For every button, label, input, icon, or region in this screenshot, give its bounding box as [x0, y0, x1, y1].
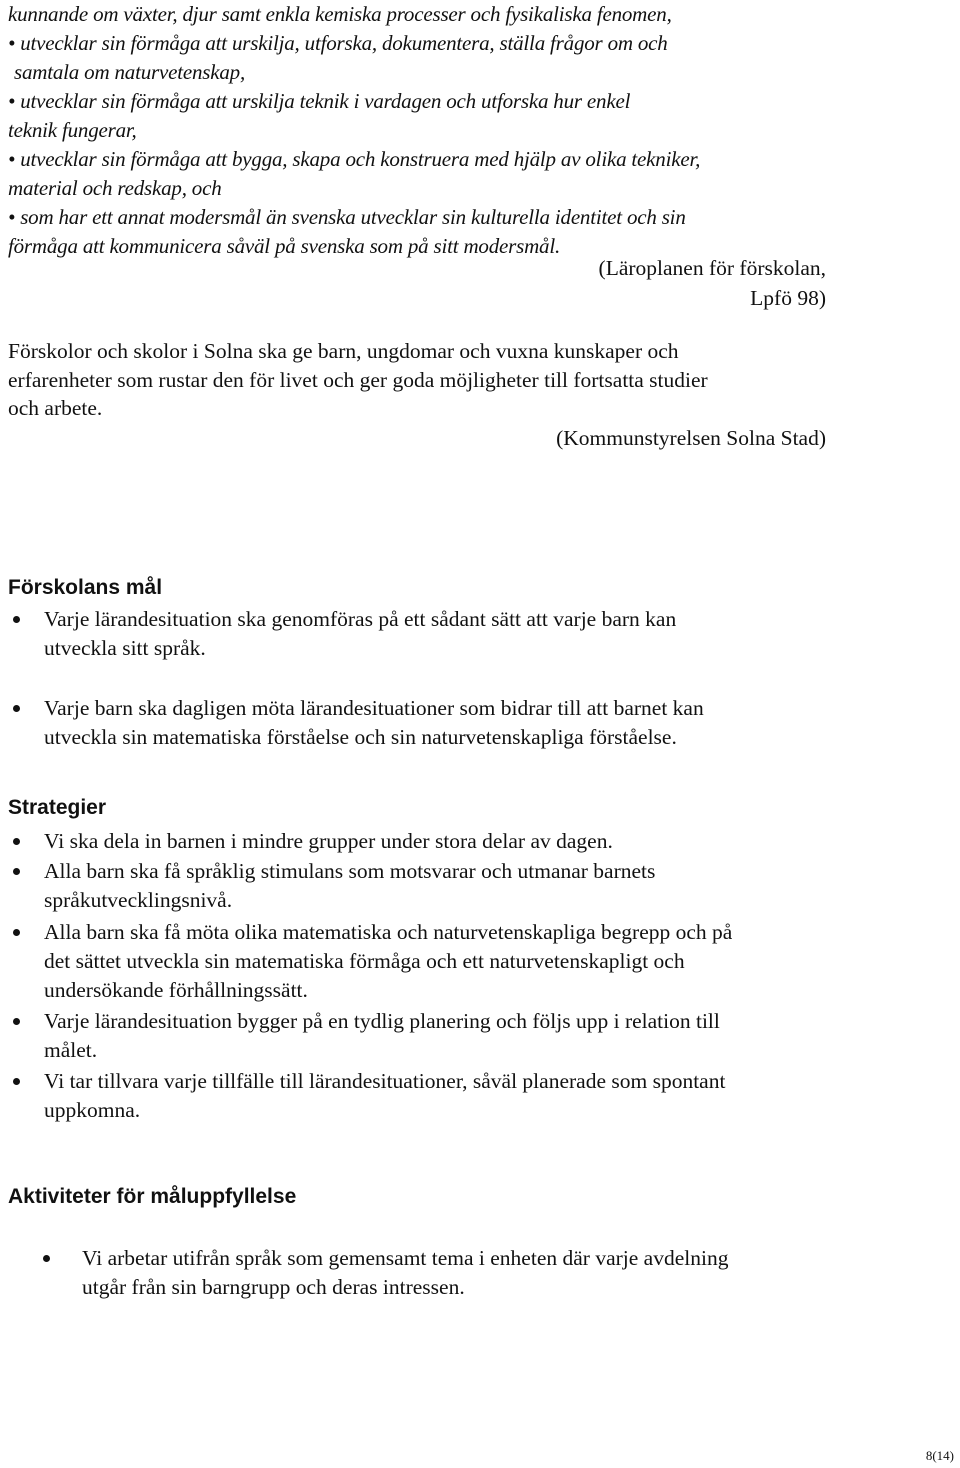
- list-item-line: Varje barn ska dagligen möta lärandesituationer som bidrar till att barnet kan: [44, 696, 704, 720]
- strategies-heading: Strategier: [8, 796, 107, 819]
- list-item-line: Vi arbetar utifrån språk som gemensamt tema i enheten där varje avdelning: [82, 1246, 729, 1270]
- list-item-line: utveckla sin matematiska förståelse och sin naturvetenskapliga förståelse.: [44, 725, 677, 749]
- paragraph-line: erfarenheter som rustar den för livet och ger goda möjligheter till fortsatta studier: [8, 368, 708, 392]
- list-item-line: Vi tar tillvara varje tillfälle till lärandesituationer, såväl planerade som spontant: [44, 1069, 726, 1093]
- intro-line: • som har ett annat modersmål än svenska utvecklar sin kulturella identitet och sin: [8, 205, 686, 229]
- bullet-icon: [13, 705, 20, 712]
- bullet-icon: [13, 1078, 20, 1085]
- bullet-icon: [13, 868, 20, 875]
- citation-kommunstyrelsen: (Kommunstyrelsen Solna Stad): [556, 426, 826, 450]
- intro-line: kunnande om växter, djur samt enkla kemiska processer och fysikaliska fenomen,: [8, 2, 672, 26]
- bullet-icon: [43, 1255, 50, 1262]
- intro-line: • utvecklar sin förmåga att urskilja teknik i vardagen och utforska hur enkel: [8, 89, 631, 113]
- citation-lpfo-line: (Läroplanen för förskolan,: [598, 256, 826, 280]
- list-item-line: utgår från sin barngrupp och deras intressen.: [82, 1275, 465, 1299]
- paragraph-line: och arbete.: [8, 396, 103, 420]
- list-item-line: Alla barn ska få språklig stimulans som motsvarar och utmanar barnets: [44, 859, 656, 883]
- bullet-icon: [13, 838, 20, 845]
- intro-line: material och redskap, och: [8, 176, 222, 200]
- list-item-line: uppkomna.: [44, 1098, 141, 1122]
- page-number: 8(14): [925, 1448, 954, 1463]
- list-item-line: Alla barn ska få möta olika matematiska och naturvetenskapliga begrepp och på: [44, 920, 733, 944]
- intro-line: • utvecklar sin förmåga att urskilja, utforska, dokumentera, ställa frågor om och: [8, 31, 668, 55]
- list-item-line: undersökande förhållningssätt.: [44, 978, 308, 1002]
- intro-line: förmåga att kommunicera såväl på svenska som på sitt modersmål.: [8, 234, 561, 258]
- list-item-line: det sättet utveckla sin matematiska förmåga och ett naturvetenskapligt och: [44, 949, 685, 973]
- list-item-line: språkutvecklingsnivå.: [44, 888, 233, 912]
- paragraph-line: Förskolor och skolor i Solna ska ge barn, ungdomar och vuxna kunskaper och: [8, 339, 679, 363]
- bullet-icon: [13, 929, 20, 936]
- intro-line: samtala om naturvetenskap,: [14, 60, 246, 84]
- citation-lpfo-line: Lpfö 98): [750, 286, 826, 310]
- list-item-line: utveckla sitt språk.: [44, 636, 206, 660]
- list-item-line: Varje lärandesituation bygger på en tydlig planering och följs upp i relation till: [44, 1009, 720, 1033]
- activities-heading: Aktiviteter för måluppfyllelse: [8, 1185, 297, 1208]
- goals-heading: Förskolans mål: [8, 576, 163, 599]
- list-item-line: Varje lärandesituation ska genomföras på ett sådant sätt att varje barn kan: [44, 607, 677, 631]
- list-item-line: Vi ska dela in barnen i mindre grupper under stora delar av dagen.: [44, 829, 613, 853]
- bullet-icon: [13, 616, 20, 623]
- intro-line: teknik fungerar,: [8, 118, 137, 142]
- list-item-line: målet.: [44, 1038, 98, 1062]
- intro-line: • utvecklar sin förmåga att bygga, skapa och konstruera med hjälp av olika tekniker,: [8, 147, 701, 171]
- bullet-icon: [13, 1018, 20, 1025]
